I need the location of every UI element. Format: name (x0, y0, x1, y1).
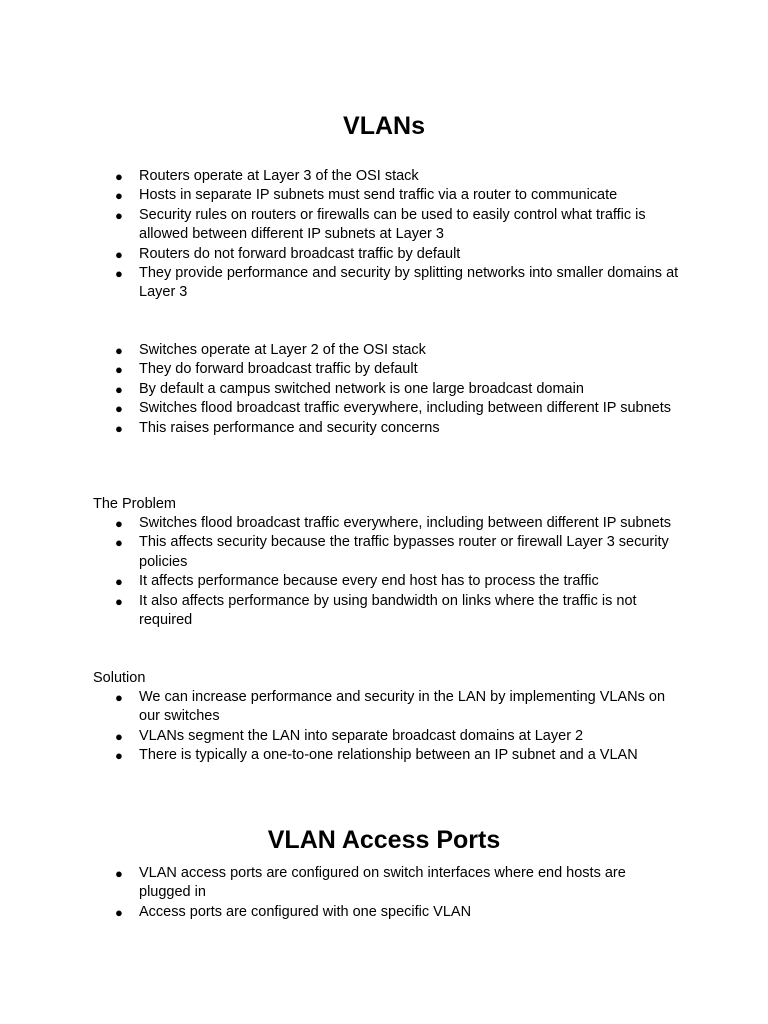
list-item: ● Switches operate at Layer 2 of the OSI stack (0, 341, 679, 360)
access-ports-list (0, 864, 679, 922)
list-item: ● Access ports are configured with one specific VLAN (0, 903, 679, 922)
bullet-icon: ● (115, 516, 123, 531)
bullet-icon: ● (115, 866, 123, 881)
list-item: ● It affects performance because every end host has to process the traffic (0, 572, 679, 591)
bullet-icon: ● (115, 535, 123, 551)
list-item: ● Hosts in separate IP subnets must send traffic via a router to communicate (0, 186, 679, 205)
list-item: ● Security rules on routers or firewalls can be used to easily control what traffic is allowed between different IP subnets at Layer 3 (115, 206, 646, 243)
bullet-icon: ● (115, 246, 123, 262)
list-item: ● Routers do not forward broadcast traffic by default (0, 245, 679, 264)
list-item: ● By default a campus switched network is one large broadcast domain (0, 380, 679, 399)
bullet-icon: ● (115, 574, 123, 590)
solution-list (0, 688, 679, 766)
list-item: ● There is typically a one-to-one relationship between an IP subnet and a VLAN (0, 746, 679, 765)
bullet-icon: ● (115, 401, 123, 417)
list-item: ● VLANs segment the LAN into separate broadcast domains at Layer 2 (0, 727, 679, 746)
routers-list (0, 167, 679, 303)
bullet-icon: ● (115, 362, 123, 378)
bullet-icon: ● (115, 593, 123, 609)
list-item: ● They provide performance and security by splitting networks into smaller domains at Layer 3 (115, 265, 679, 301)
bullet-icon: ● (115, 207, 123, 223)
bullet-icon: ● (115, 748, 123, 764)
list-item: ● They do forward broadcast traffic by default (0, 360, 679, 379)
bullet-icon: ● (115, 188, 123, 204)
bullet-icon: ● (115, 690, 123, 705)
list-item: ● This raises performance and security concerns (0, 419, 679, 438)
solution-label: Solution (93, 670, 146, 686)
problem-list (0, 514, 679, 630)
bullet-icon: ● (115, 420, 123, 436)
bullet-icon: ● (115, 169, 123, 184)
heading-vlan-access-ports: VLAN Access Ports (267, 826, 501, 854)
list-item: ● We can increase performance and security in the LAN by implementing VLANs on our switches (115, 689, 666, 725)
list-item: ● This affects security because the traffic bypasses router or firewall Layer 3 security policies (115, 534, 669, 570)
bullet-icon: ● (115, 381, 123, 397)
heading-vlans: VLANs (343, 112, 425, 140)
bullet-icon: ● (115, 728, 123, 744)
switches-list (0, 341, 679, 438)
bullet-icon: ● (115, 266, 123, 282)
bullet-icon: ● (115, 343, 123, 358)
list-item: ● VLAN access ports are configured on switch interfaces where end hosts are plugged in (115, 865, 626, 901)
bullet-icon: ● (115, 904, 123, 920)
list-item: ● Switches flood broadcast traffic everywhere, including between different IP subnets (0, 514, 679, 533)
list-item: ● Switches flood broadcast traffic everywhere, including between different IP subnets (0, 399, 679, 418)
list-item: ● Routers operate at Layer 3 of the OSI stack (0, 167, 679, 186)
problem-label: The Problem (93, 496, 177, 512)
list-item: ● It also affects performance by using bandwidth on links where the traffic is not required (115, 592, 637, 629)
